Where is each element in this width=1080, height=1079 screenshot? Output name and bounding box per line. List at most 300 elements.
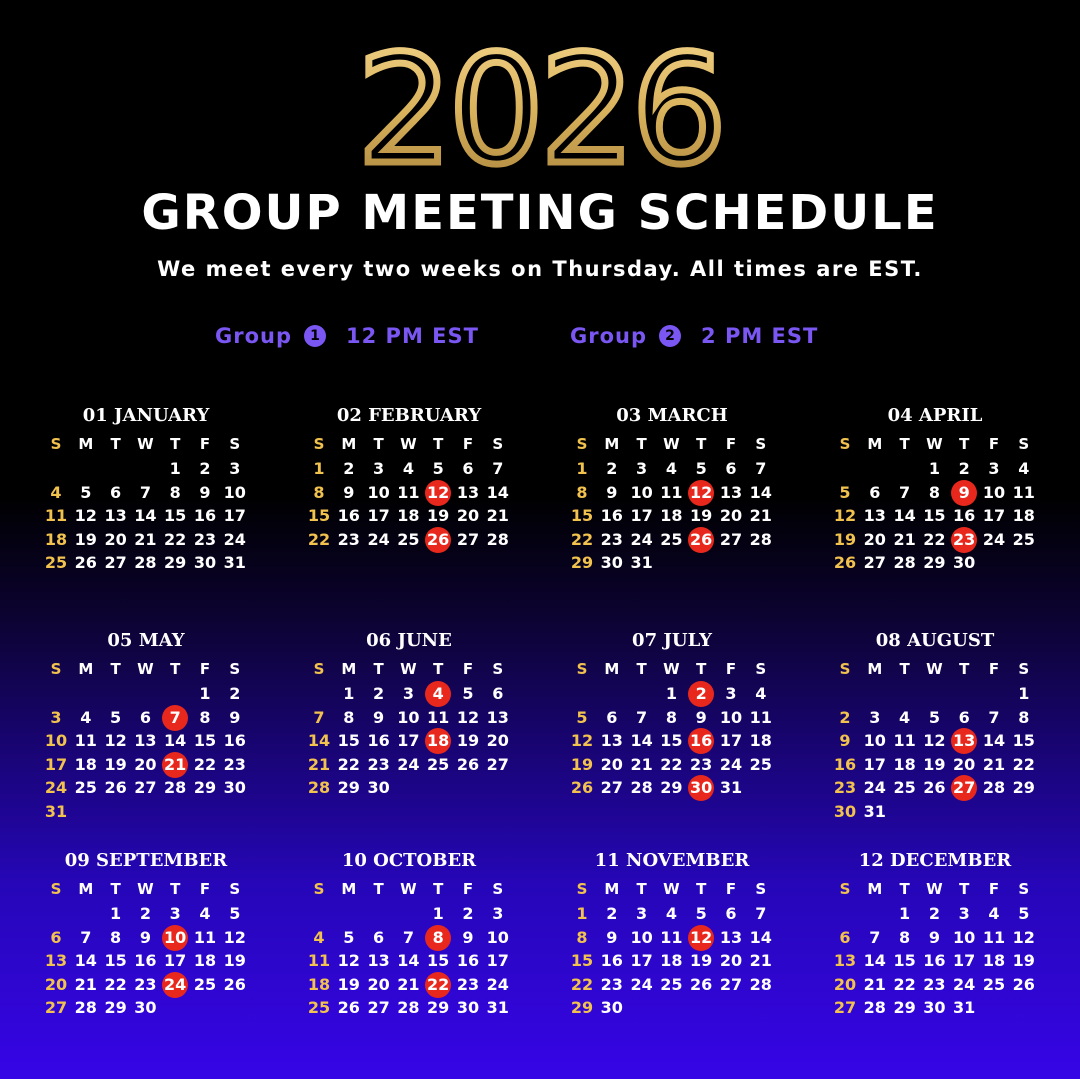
calendar-day: 18: [1012, 506, 1035, 525]
month-name: 06 JUNE: [366, 630, 452, 651]
calendar-day: 4: [1018, 459, 1030, 478]
calendar-day: 8: [1018, 707, 1030, 727]
calendar-day: 15: [307, 506, 331, 525]
calendar-day: 3: [636, 459, 648, 478]
calendar-day: 23: [923, 974, 946, 994]
calendar-day: 10: [630, 927, 653, 947]
calendar-day: 30: [193, 553, 217, 572]
weekday-header: T: [373, 660, 384, 678]
calendar-day: 27: [104, 553, 127, 572]
weekday-header: F: [462, 435, 474, 453]
calendar-day: 23: [223, 754, 246, 774]
calendar-day: 21: [74, 974, 97, 994]
meeting-day: 27: [949, 777, 979, 799]
calendar-day: 29: [1012, 778, 1035, 797]
weekday-header: S: [839, 435, 851, 453]
calendar-day: 21: [397, 974, 420, 994]
calendar-day: 17: [982, 506, 1006, 525]
weekday-header: T: [110, 435, 121, 453]
calendar-day: 22: [337, 754, 360, 774]
calendar-day: 1: [199, 684, 211, 703]
weekday-header: S: [492, 435, 504, 453]
calendar-day: 5: [576, 707, 588, 727]
calendar-day: 8: [576, 927, 588, 947]
calendar-day: 20: [367, 974, 390, 994]
weekday-header: W: [663, 435, 680, 453]
month-name: 05 MAY: [107, 630, 185, 651]
weekday-header: T: [433, 435, 444, 453]
calendar-day: 28: [749, 529, 772, 549]
weekday-header: W: [400, 660, 417, 678]
weekday-header: S: [755, 660, 767, 678]
weekday-header: T: [433, 880, 444, 898]
calendar-day: 17: [397, 731, 420, 750]
meeting-day: 7: [160, 707, 190, 729]
calendar-day: 14: [982, 731, 1006, 750]
calendar-day: 28: [863, 998, 886, 1017]
meeting-day: 22: [423, 974, 453, 996]
calendar-day: 12: [456, 707, 480, 727]
weekday-header: M: [78, 435, 94, 453]
weekday-header: M: [867, 435, 883, 453]
calendar-day: 6: [725, 904, 737, 923]
calendar-day: 19: [223, 951, 246, 970]
calendar-day: 11: [982, 927, 1006, 947]
calendar-day: 17: [630, 506, 653, 525]
month-name: 03 MARCH: [616, 405, 728, 426]
calendar-day: 2: [928, 904, 940, 923]
calendar-day: 20: [600, 754, 623, 774]
group-2-time: 2 PM EST: [701, 324, 819, 348]
calendar-day: 16: [337, 506, 360, 525]
calendar-day: 29: [337, 778, 360, 797]
weekday-header: F: [462, 880, 474, 898]
weekday-header: M: [341, 880, 357, 898]
calendar-day: 31: [630, 553, 653, 572]
calendar-day: 1: [432, 904, 444, 923]
calendar-day: 9: [462, 927, 474, 947]
calendar-day: 21: [863, 974, 886, 994]
calendar-day: 18: [893, 754, 916, 774]
weekday-header: M: [867, 660, 883, 678]
group-2-info: [570, 324, 818, 348]
calendar-day: 20: [719, 951, 743, 970]
weekday-header: T: [959, 435, 970, 453]
calendar-day: 24: [367, 529, 390, 549]
calendar-day: 3: [373, 459, 385, 478]
calendar-day: 14: [134, 506, 157, 525]
calendar-day: 25: [427, 754, 450, 774]
weekday-header: T: [170, 880, 181, 898]
calendar-day: 7: [755, 459, 767, 478]
month-name: 11 NOVEMBER: [594, 850, 750, 871]
calendar-day: 2: [343, 459, 355, 478]
calendar-day: 11: [427, 707, 450, 727]
month-name: 09 SEPTEMBER: [64, 850, 228, 871]
calendar-day: 21: [630, 754, 653, 774]
weekday-header: T: [696, 660, 707, 678]
calendar-day: 8: [899, 927, 911, 947]
weekday-header: S: [313, 435, 325, 453]
calendar-day: 2: [606, 904, 618, 923]
calendar-day: 7: [636, 707, 648, 727]
calendar-day: 19: [427, 506, 450, 525]
calendar-day: 29: [660, 778, 683, 797]
calendar-day: 16: [833, 754, 857, 774]
calendar-day: 10: [44, 731, 68, 750]
calendar-day: 6: [839, 927, 851, 947]
calendar-day: 29: [427, 998, 450, 1017]
month-name: 04 APRIL: [887, 405, 983, 426]
calendar-day: 15: [193, 731, 217, 750]
calendar-day: 21: [307, 754, 331, 774]
calendar-day: 18: [74, 754, 97, 774]
calendar-day: 24: [44, 778, 68, 797]
calendar-day: 19: [570, 754, 594, 774]
weekday-header: S: [839, 660, 851, 678]
weekday-header: T: [696, 435, 707, 453]
weekday-header: T: [110, 880, 121, 898]
calendar-day: 19: [74, 529, 97, 549]
calendar-day: 8: [576, 482, 588, 502]
calendar-day: 30: [456, 998, 480, 1017]
weekday-header: W: [663, 880, 680, 898]
calendar-day: 6: [606, 707, 618, 727]
calendar-day: 14: [486, 482, 509, 502]
calendar-day: 20: [456, 506, 480, 525]
calendar-day: 14: [630, 731, 653, 750]
calendar-day: 11: [1012, 482, 1035, 502]
calendar-day: 16: [367, 731, 390, 750]
weekday-header: M: [78, 880, 94, 898]
calendar-day: 6: [110, 482, 122, 502]
calendar-day: 17: [863, 754, 886, 774]
calendar-day: 12: [104, 731, 127, 750]
calendar-day: 28: [630, 778, 653, 797]
calendar-day: 23: [337, 529, 360, 549]
calendar-day: 20: [44, 974, 68, 994]
calendar-day: 12: [1012, 927, 1035, 947]
calendar-day: 21: [982, 754, 1006, 774]
calendar-day: 13: [44, 951, 68, 970]
page-title: GROUP MEETING SCHEDULE: [141, 185, 939, 241]
weekday-header: T: [959, 880, 970, 898]
weekday-header: S: [839, 880, 851, 898]
month-name: 10 OCTOBER: [341, 850, 477, 871]
calendar-day: 27: [833, 998, 857, 1017]
calendar-day: 29: [570, 998, 594, 1017]
calendar-day: 1: [928, 459, 940, 478]
calendar-day: 19: [923, 754, 946, 774]
calendar-day: 23: [367, 754, 390, 774]
calendar-day: 27: [134, 778, 157, 797]
calendar-day: 23: [833, 778, 857, 797]
calendar-day: 5: [695, 459, 707, 478]
calendar-day: 24: [223, 529, 246, 549]
weekday-header: S: [1018, 660, 1030, 678]
meeting-day: 13: [949, 730, 979, 752]
weekday-header: F: [988, 435, 1000, 453]
meeting-day: 24: [160, 974, 190, 996]
weekday-header: M: [604, 660, 620, 678]
calendar-day: 18: [397, 506, 420, 525]
calendar-day: 29: [570, 553, 594, 572]
weekday-header: S: [229, 880, 241, 898]
calendar-day: 11: [74, 731, 97, 750]
calendar-day: 21: [893, 529, 916, 549]
weekday-header: S: [229, 435, 241, 453]
calendar-day: 2: [199, 459, 211, 478]
calendar-day: 15: [570, 951, 594, 970]
month-name: 12 DECEMBER: [858, 850, 1012, 871]
calendar-day: 29: [193, 778, 217, 797]
calendar-day: 18: [982, 951, 1006, 970]
weekday-header: T: [170, 435, 181, 453]
calendar-day: 16: [953, 506, 976, 525]
calendar-day: 5: [462, 684, 474, 703]
calendar-day: 18: [660, 506, 683, 525]
calendar-day: 11: [893, 731, 916, 750]
calendar-day: 20: [486, 731, 509, 750]
calendar-day: 22: [104, 974, 127, 994]
group-2-label: Group: [570, 324, 648, 348]
weekday-header: S: [313, 880, 325, 898]
weekday-header: S: [1018, 435, 1030, 453]
calendar-day: 28: [982, 778, 1006, 797]
meeting-day: 26: [686, 529, 716, 551]
calendar-day: 19: [104, 754, 127, 774]
calendar-day: 26: [923, 778, 946, 797]
weekday-header: T: [959, 660, 970, 678]
calendar-day: 17: [164, 951, 187, 970]
calendar-day: 26: [833, 553, 857, 572]
weekday-header: F: [988, 880, 1000, 898]
calendar-day: 16: [600, 951, 623, 970]
calendar-day: 31: [44, 801, 68, 821]
calendar-day: 13: [863, 506, 886, 525]
weekday-header: F: [462, 660, 474, 678]
meeting-day: 8: [423, 927, 453, 949]
calendar-day: 23: [600, 974, 623, 994]
calendar-day: 8: [343, 707, 355, 727]
calendar-day: 5: [343, 927, 355, 947]
weekday-header: S: [492, 660, 504, 678]
calendar-day: 17: [486, 951, 509, 970]
calendar-day: 18: [307, 974, 331, 994]
weekday-header: T: [110, 660, 121, 678]
calendar-day: 27: [600, 778, 623, 797]
calendar-day: 15: [164, 506, 187, 525]
calendar-day: 18: [660, 951, 683, 970]
calendar-day: 13: [456, 482, 480, 502]
calendar-day: 22: [1012, 754, 1035, 774]
calendar-day: 15: [104, 951, 127, 970]
calendar-day: 7: [80, 927, 92, 947]
calendar-day: 20: [833, 974, 857, 994]
calendar-day: 2: [229, 684, 241, 703]
calendar-day: 20: [953, 754, 976, 774]
weekday-header: M: [604, 880, 620, 898]
weekday-header: M: [78, 660, 94, 678]
calendar-day: 5: [110, 707, 122, 727]
calendar-day: 4: [755, 684, 767, 703]
calendar-day: 29: [893, 998, 916, 1017]
calendar-day: 30: [367, 778, 390, 797]
calendar-day: 3: [636, 904, 648, 923]
calendar-day: 9: [343, 482, 355, 502]
calendar-day: 22: [660, 754, 683, 774]
calendar-day: 9: [373, 707, 385, 727]
page-subtitle: We meet every two weeks on Thursday. All times are EST.: [157, 257, 923, 281]
calendar-day: 27: [456, 529, 480, 549]
calendar-day: 10: [719, 707, 743, 727]
weekday-header: M: [341, 435, 357, 453]
calendar-day: 23: [134, 974, 157, 994]
calendar-day: 8: [313, 482, 325, 502]
calendar-day: 14: [74, 951, 97, 970]
calendar-day: 12: [337, 951, 360, 970]
calendar-day: 11: [44, 506, 68, 525]
weekday-header: S: [1018, 880, 1030, 898]
calendar-day: 31: [953, 998, 976, 1017]
calendar-day: 23: [600, 529, 623, 549]
calendar-day: 7: [402, 927, 414, 947]
calendar-day: 13: [104, 506, 127, 525]
calendar-day: 2: [462, 904, 474, 923]
calendar-day: 6: [869, 482, 881, 502]
calendar-day: 13: [833, 951, 857, 970]
calendar-day: 4: [50, 482, 62, 502]
calendar-day: 15: [337, 731, 360, 750]
weekday-header: S: [576, 880, 588, 898]
meeting-day: 9: [949, 482, 979, 504]
calendar-day: 1: [899, 904, 911, 923]
weekday-header: T: [636, 880, 647, 898]
calendar-day: 30: [953, 553, 976, 572]
calendar-day: 12: [570, 731, 594, 750]
calendar-day: 24: [397, 754, 420, 774]
weekday-header: W: [400, 435, 417, 453]
calendar-day: 22: [893, 974, 916, 994]
calendar-day: 9: [695, 707, 707, 727]
weekday-header: T: [696, 880, 707, 898]
weekday-header: S: [755, 435, 767, 453]
calendar-day: 9: [229, 707, 241, 727]
weekday-header: S: [755, 880, 767, 898]
calendar-day: 10: [397, 707, 420, 727]
calendar-day: 20: [719, 506, 743, 525]
calendar-day: 16: [456, 951, 480, 970]
calendar-day: 28: [307, 778, 331, 797]
calendar-day: 28: [749, 974, 772, 994]
calendar-day: 17: [223, 506, 246, 525]
calendar-day: 28: [397, 998, 420, 1017]
weekday-header: T: [373, 435, 384, 453]
calendar-day: 26: [690, 974, 713, 994]
calendar-day: 6: [373, 927, 385, 947]
calendar-day: 22: [164, 529, 187, 549]
group-1-label: Group: [215, 324, 293, 348]
weekday-header: S: [492, 880, 504, 898]
calendar-day: 19: [337, 974, 360, 994]
calendar-day: 2: [139, 904, 151, 923]
calendar-day: 14: [863, 951, 886, 970]
weekday-header: M: [604, 435, 620, 453]
calendar-day: 19: [690, 506, 713, 525]
calendar-day: 2: [839, 707, 851, 727]
calendar-day: 5: [80, 482, 92, 502]
meeting-day: 23: [949, 529, 979, 551]
calendar-day: 1: [343, 684, 355, 703]
calendar-day: 17: [367, 506, 390, 525]
calendar-day: 23: [690, 754, 713, 774]
weekday-header: T: [899, 660, 910, 678]
calendar-day: 15: [660, 731, 683, 750]
calendar-day: 7: [869, 927, 881, 947]
calendar-day: 7: [988, 707, 1000, 727]
calendar-day: 19: [833, 529, 857, 549]
meeting-day: 30: [686, 777, 716, 799]
weekday-header: S: [229, 660, 241, 678]
calendar-day: 14: [307, 731, 331, 750]
calendar-day: 1: [169, 459, 181, 478]
calendar-day: 6: [725, 459, 737, 478]
calendar-day: 29: [104, 998, 127, 1017]
weekday-header: T: [899, 435, 910, 453]
calendar-day: 30: [223, 778, 246, 797]
calendar-day: 30: [134, 998, 157, 1017]
calendar-day: 9: [606, 927, 618, 947]
calendar-day: 13: [719, 482, 743, 502]
calendar-day: 19: [456, 731, 480, 750]
calendar-day: 24: [863, 778, 886, 797]
calendar-day: 13: [134, 731, 157, 750]
calendar-day: 11: [749, 707, 772, 727]
calendar-day: 14: [893, 506, 916, 525]
calendar-day: 13: [367, 951, 390, 970]
calendar-day: 25: [982, 974, 1006, 994]
calendar-day: 9: [199, 482, 211, 502]
calendar-day: 26: [337, 998, 360, 1017]
calendar-day: 7: [139, 482, 151, 502]
calendar-day: 16: [193, 506, 217, 525]
weekday-header: W: [137, 660, 154, 678]
calendar-day: 5: [229, 904, 241, 923]
calendar-day: 4: [199, 904, 211, 923]
calendar-day: 17: [719, 731, 743, 750]
weekday-header: W: [926, 435, 943, 453]
weekday-header: F: [725, 660, 737, 678]
calendar-day: 3: [169, 904, 181, 923]
calendar-day: 10: [630, 482, 653, 502]
calendar-day: 15: [1012, 731, 1035, 750]
calendar-day: 5: [695, 904, 707, 923]
calendar-day: 25: [1012, 529, 1035, 549]
calendar-day: 5: [928, 707, 940, 727]
calendar-day: 20: [104, 529, 127, 549]
calendar-day: 30: [600, 998, 623, 1017]
weekday-header: W: [400, 880, 417, 898]
month-name: 01 JANUARY: [82, 405, 210, 426]
calendar-day: 3: [492, 904, 504, 923]
calendar-day: 3: [988, 459, 1000, 478]
calendar-day: 26: [456, 754, 480, 774]
calendar-day: 29: [164, 553, 187, 572]
calendar-day: 26: [1012, 974, 1035, 994]
calendar-day: 9: [839, 731, 851, 750]
calendar-day: 7: [899, 482, 911, 502]
calendar-day: 6: [50, 927, 62, 947]
